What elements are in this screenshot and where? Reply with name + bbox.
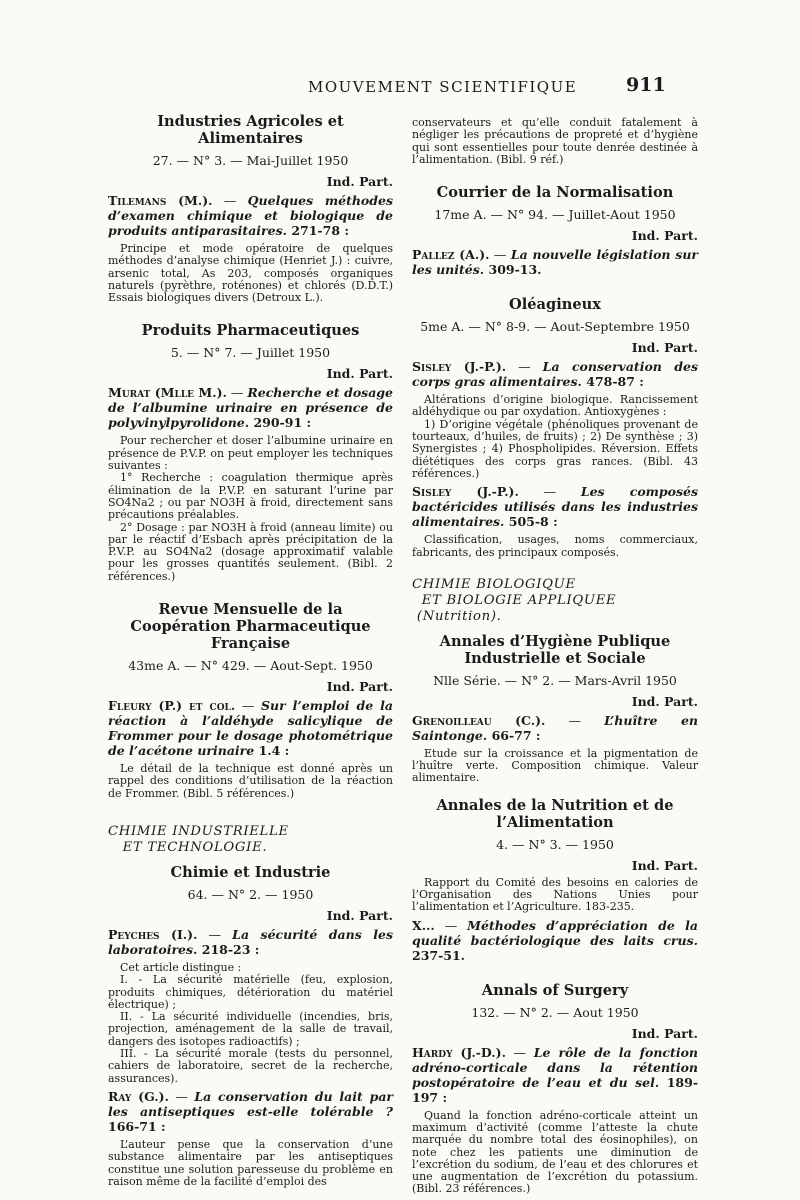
category-heading — [412, 577, 698, 625]
article-reference — [412, 918, 698, 963]
abstract-text: Principe et mode opératoire de quelques méthodes d’analyse chimique (Henriet J.) : cuivre, arsenic total, As 203, composés organiques naturels (pyrèthre, roténones) et chlorés (D.D.T.) Essais biologiques divers (Detroux L.). — [108, 242, 393, 305]
page-header — [0, 74, 800, 104]
ind-part: Ind. Part. — [631, 228, 698, 244]
issue-line: 27. — N° 3. — Mai-Juillet 1950 — [152, 153, 349, 168]
journal-title: Oléagineux — [509, 296, 601, 314]
category-line: CHIMIE BIOLOGIQUE — [412, 576, 576, 592]
ind-part: Ind. Part. — [631, 340, 698, 356]
article-author: Sisley (J.-P.). — [412, 359, 507, 375]
category-heading — [108, 824, 393, 856]
article-pages: 218-23 : — [197, 941, 260, 957]
article-reference — [412, 359, 698, 389]
article-pages: 66-77 : — [487, 727, 541, 743]
abstract-text: conservateurs et qu’elle conduit fatalement à négliger les précautions de propreté et d’hygiène qui sont essentielles pour toute denrée destinée à l’alimentation. (Bibl. 9 réf.) — [412, 116, 698, 166]
article-abstract — [412, 394, 698, 480]
article-abstract — [108, 1139, 393, 1188]
abstract-text: Altérations d’origine biologique. Rancissement aldéhydique ou par oxydation. Antioxygènes : — [412, 393, 698, 419]
article-pages: 189-197 : — [412, 1074, 699, 1105]
abstract-text: Cet article distingue : — [120, 960, 242, 974]
abstract-text: Etude sur la croissance et la pigmentation de l’huître verte. Composition chimique. Valeur alimentaire. — [412, 746, 698, 785]
journal-title: Revue Mensuelle de la Coopération Pharmaceutique Française — [130, 601, 371, 653]
abstract-text: Quand la fonction adréno-corticale atteint un maximum d’activité (comme l’atteste la chute marquée du nombre total des éosinophiles), on note chez les patients une diminution de l’excrétion du sodium, de l’eau et des chlorures et une augmentation de l’excrétion du potassium. (Bibl. 23 références.) — [412, 1108, 698, 1196]
section-courrier-normalisation — [412, 184, 698, 277]
article-title: Le rôle de la fonction adréno-corticale dans la rétention postopératoire de l’eau et du sel. — [412, 1044, 698, 1090]
abstract-text: 2° Dosage : par NO3H à froid (anneau limite) ou par le réactif d’Esbach après précipitation de la P.V.P. au SO4Na2 (dosage approximatif valable pour les grosses quantités seulement. (Bibl. 2 références.) — [108, 520, 393, 583]
running-title: MOUVEMENT SCIENTIFIQUE — [308, 78, 578, 96]
issue-line: 43me A. — N° 429. — Aout-Sept. 1950 — [128, 658, 373, 674]
issue-line: 4. — N° 3. — 1950 — [496, 836, 614, 852]
article-abstract — [108, 763, 393, 800]
abstract-text: 1° Recherche : coagulation thermique après élimination de la P.V.P. en saturant l’urine par SO4Na2 ; ou par NO3H à froid, directement sans précautions préalables. — [108, 471, 393, 522]
article-author: Ray (G.). — [108, 1088, 169, 1104]
dash: — — [235, 698, 261, 714]
dash: — — [197, 926, 233, 942]
dash: — — [505, 1044, 534, 1060]
issue-line: 17me A. — N° 94. — Juillet-Aout 1950 — [434, 207, 676, 223]
article-reference — [108, 385, 393, 430]
issue-line: Nlle Série. — N° 2. — Mars-Avril 1950 — [433, 672, 677, 688]
section-industries-agricoles — [108, 113, 393, 304]
article-pages: 505-8 : — [504, 514, 558, 530]
article-reference — [108, 1089, 393, 1134]
dash: — — [212, 193, 248, 208]
article-title: La conservation du lait par les antiseptiques est-elle tolérable ? — [108, 1088, 394, 1119]
article-pages: 271-78 : — [286, 223, 349, 238]
issue-line: 64. — N° 2. — 1950 — [187, 886, 314, 902]
article-title: Quelques méthodes d’examen chimique et biologique de produits antiparasitaires. — [108, 193, 394, 238]
article-pages: 166-71 : — [108, 1118, 166, 1134]
abstract-text: Le détail de la technique est donné après un rappel des conditions d’utilisation de la réaction de Frommer. (Bibl. 5 références.) — [108, 762, 393, 800]
section-produits-pharmaceutiques — [108, 322, 393, 583]
category-line: (Nutrition). — [412, 608, 502, 624]
journal-title: Courrier de la Normalisation — [436, 184, 674, 202]
journal-title: Produits Pharmaceutiques — [141, 322, 360, 340]
article-title: La sécurité dans les laboratoires. — [108, 926, 393, 957]
article-author: Fleury (P.) et col. — [108, 698, 236, 714]
ind-part: Ind. Part. — [326, 679, 393, 695]
article-author: Pallez (A.). — [412, 247, 490, 263]
category-line: CHIMIE INDUSTRIELLE — [108, 823, 289, 839]
journal-title: Industries Agricoles et Alimentaires — [157, 113, 344, 147]
abstract-text: III. - La sécurité morale (tests du personnel, cahiers de laboratoire, secret de la recherche, assurances). — [108, 1047, 393, 1085]
abstract-text: L’auteur pense que la conservation d’une substance alimentaire par les antiseptiques constitue une solution paresseuse du problème en raison même de la facilité d’emploi des — [108, 1137, 393, 1188]
dash: — — [506, 359, 543, 375]
right-column — [412, 117, 698, 1200]
ind-part: Ind. Part. — [631, 1025, 698, 1041]
section-revue-mensuelle — [108, 601, 393, 800]
article-reference — [412, 247, 698, 277]
issue-line: 5. — N° 7. — Juillet 1950 — [170, 345, 331, 361]
journal-title: Annals of Surgery — [481, 981, 629, 999]
article-abstract — [412, 534, 698, 559]
article-author: Grenoilleau (C.). — [412, 712, 546, 728]
article-title: La nouvelle législation sur les unités. — [412, 247, 698, 278]
category-line: ET TECHNOLOGIE. — [108, 839, 268, 855]
abstract-text: 1) D’origine végétale (phénoliques provenant de tourteaux, d’huiles, de fruits) ; 2) De synthèse ; 3) Synergistes ; 4) Phospholipides. Réversion. Effets diététiques des corps gras rances. (Bibl. 43 références.) — [412, 417, 698, 480]
article-author: Tilemans (M.). — [108, 193, 213, 208]
article-pages: 290-91 : — [249, 415, 312, 431]
issue-line: 132. — N° 2. — Aout 1950 — [471, 1004, 639, 1020]
ind-part: Ind. Part. — [326, 174, 393, 189]
abstract-text: I. - La sécurité matérielle (feu, explosion, produits chimiques, détérioration du matériel électrique) ; — [108, 973, 393, 1011]
article-abstract — [412, 1110, 698, 1196]
dash: — — [226, 385, 248, 401]
section-annals-surgery — [412, 982, 698, 1196]
dash: — — [545, 712, 605, 728]
dash: — — [518, 484, 581, 500]
article-pages: 309-13. — [484, 262, 542, 278]
article-reference — [412, 713, 698, 743]
journal-title: Chimie et Industrie — [170, 863, 331, 881]
left-column — [108, 113, 393, 1192]
abstract-text: Pour rechercher et doser l’albumine urinaire en présence de P.V.P. on peut employer les techniques suivantes : — [108, 434, 393, 473]
article-title: Recherche et dosage de l’albumine urinaire en présence de polyvinylpyrolidone. — [108, 385, 393, 431]
article-author: Sisley (J.-P.). — [412, 484, 519, 500]
article-reference — [412, 1045, 698, 1105]
article-title: Les composés bactéricides utilisés dans les industries alimentaires. — [412, 484, 698, 530]
ind-part: Ind. Part. — [631, 857, 698, 873]
ind-part: Ind. Part. — [326, 907, 393, 923]
page-number: 911 — [626, 74, 666, 96]
issue-line: 5me A. — N° 8-9. — Aout-Septembre 1950 — [420, 319, 690, 335]
ind-part: Ind. Part. — [631, 693, 698, 709]
journal-title: Annales d’Hygiène Publique Industrielle et Sociale — [439, 632, 671, 667]
article-title: La conservation des corps gras alimentaires. — [412, 359, 698, 390]
article-author: X... — [412, 917, 435, 933]
article-abstract — [108, 243, 393, 304]
article-pages: 237-51. — [412, 947, 466, 963]
article-author: Peyches (I.). — [108, 926, 198, 942]
article-author: Hardy (J.-D.). — [412, 1044, 506, 1060]
dash: — — [434, 917, 468, 933]
category-line: ET BIOLOGIE APPLIQUEE — [412, 592, 617, 608]
abstract-text: Rapport du Comité des besoins en calories de l’Organisation des Nations Unies pour l’alimentation et l’Agriculture. 183-235. — [412, 875, 698, 914]
section-oleagineux — [412, 296, 698, 559]
article-abstract — [412, 877, 698, 914]
continued-abstract — [412, 117, 698, 166]
article-abstract — [108, 962, 393, 1085]
journal-title: Annales de la Nutrition et de l’Alimentation — [436, 796, 674, 831]
article-reference — [108, 193, 393, 238]
article-reference — [108, 927, 393, 957]
article-reference — [108, 698, 393, 758]
article-author: Murat (Mlle M.). — [108, 385, 227, 401]
ind-part: Ind. Part. — [326, 366, 393, 382]
article-pages: 1.4 : — [254, 743, 290, 759]
abstract-text: Classification, usages, noms commerciaux, fabricants, des principaux composés. — [412, 533, 698, 559]
section-annales-hygiene — [412, 633, 698, 785]
article-abstract — [412, 748, 698, 785]
article-title: L’huître en Saintonge. — [412, 712, 698, 743]
article-reference — [412, 484, 698, 529]
article-abstract — [108, 435, 393, 583]
section-chimie-industrie — [108, 864, 393, 1188]
article-pages: 478-87 : — [581, 374, 644, 390]
abstract-text: II. - La sécurité individuelle (incendies, bris, projection, aménagement de la salle de travail, dangers des isotopes radioactifs) ; — [108, 1010, 393, 1048]
article-title: Sur l’emploi de la réaction à l’aldéhyde salicylique de Frommer pour le dosage photométrique de l’acétone urinaire — [108, 698, 393, 759]
dash: — — [168, 1088, 195, 1104]
article-title: Méthodes d’appréciation de la qualité bactériologique des laits crus. — [412, 917, 698, 948]
dash: — — [489, 247, 511, 263]
section-annales-nutrition — [412, 797, 698, 963]
